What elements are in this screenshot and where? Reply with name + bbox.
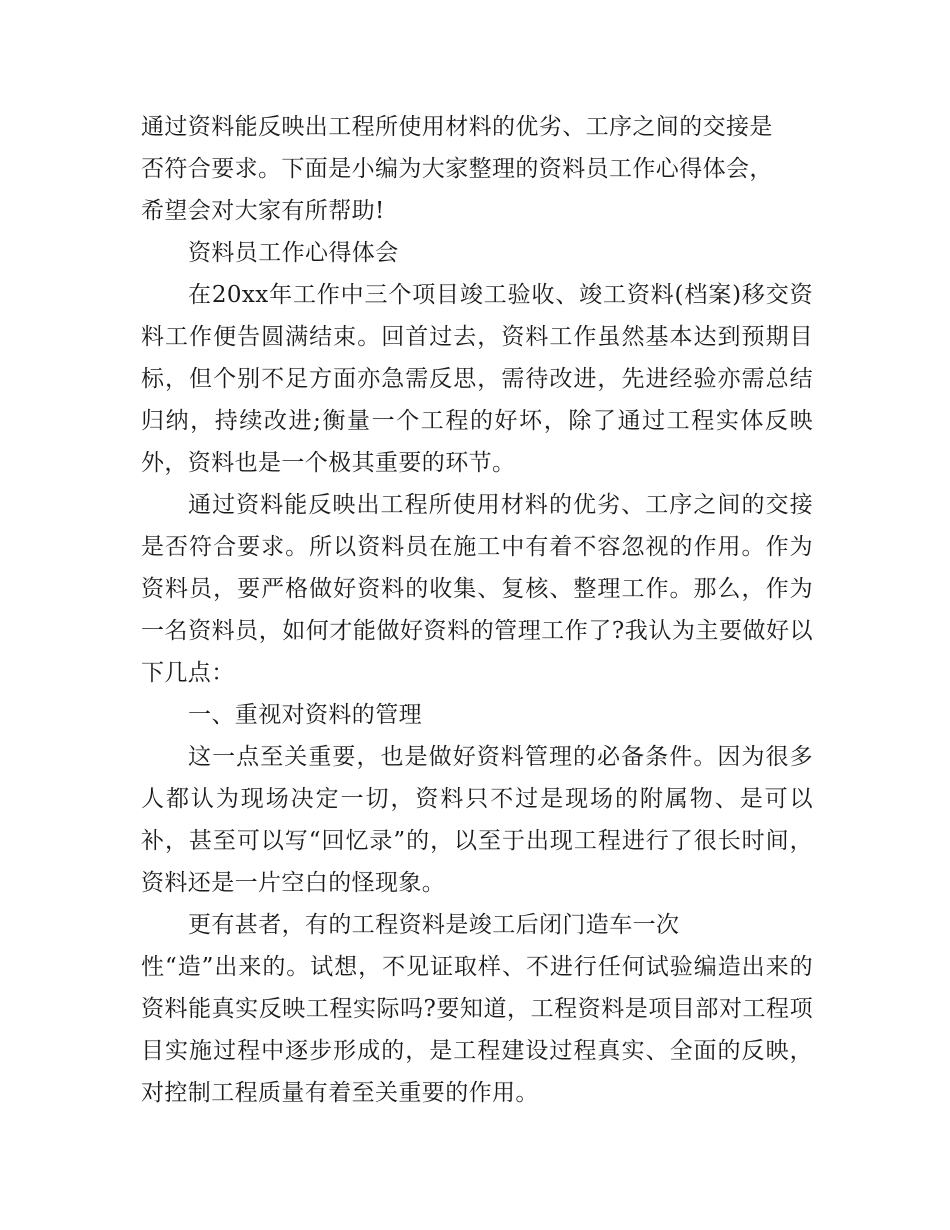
- section-paragraph-1: 这一点至关重要，也是做好资料管理的必备条件。因为很多人都认为现场决定一切，资料只不过是现场的附属物、是可以补，甚至可以写“回忆录”的，以至于出现工程进行了很长时间，资料还是一片空白的怪现象。: [141, 744, 813, 896]
- document-title: 资料员工作心得体会: [188, 240, 399, 266]
- intro-line-1: 通过资料能反映出工程所使用材料的优劣、工序之间的交接是: [141, 114, 773, 140]
- last-paragraph: [141, 904, 813, 1114]
- intro-paragraph: [141, 106, 813, 232]
- body-paragraph-2: 通过资料能反映出工程所使用材料的优劣、工序之间的交接是否符合要求。所以资料员在施工中有着不容忽视的作用。作为资料员，要严格做好资料的收集、复核、整理工作。那么，作为一名资料员，如何才能做好资料的管理工作了?我认为主要做好以下几点：: [141, 492, 813, 686]
- intro-line-2: 否符合要求。下面是小编为大家整理的资料员工作心得体会，: [141, 156, 773, 182]
- last-paragraph-rest: 性“造”出来的。试想，不见证取样、不进行任何试验编造出来的资料能真实反映工程实际吗?要知道，工程资料是项目部对工程项目实施过程中逐步形成的，是工程建设过程真实、全面的反映，对控制工程质量有着至关重要的作用。: [141, 954, 813, 1106]
- body-paragraph-1: 在20xx年工作中三个项目竣工验收、竣工资料(档案)移交资料工作便告圆满结束。回首过去，资料工作虽然基本达到预期目标，但个别不足方面亦急需反思，需待改进，先进经验亦需总结归纳，持续改进;衡量一个工程的好坏，除了通过工程实体反映外，资料也是一个极其重要的环节。: [141, 282, 813, 476]
- section-heading: 一、重视对资料的管理: [188, 702, 422, 728]
- intro-line-3: 希望会对大家有所帮助!: [141, 198, 385, 224]
- last-paragraph-first-line: 更有甚者，有的工程资料是竣工后闭门造车一次: [188, 912, 680, 938]
- document-page: [141, 106, 813, 1114]
